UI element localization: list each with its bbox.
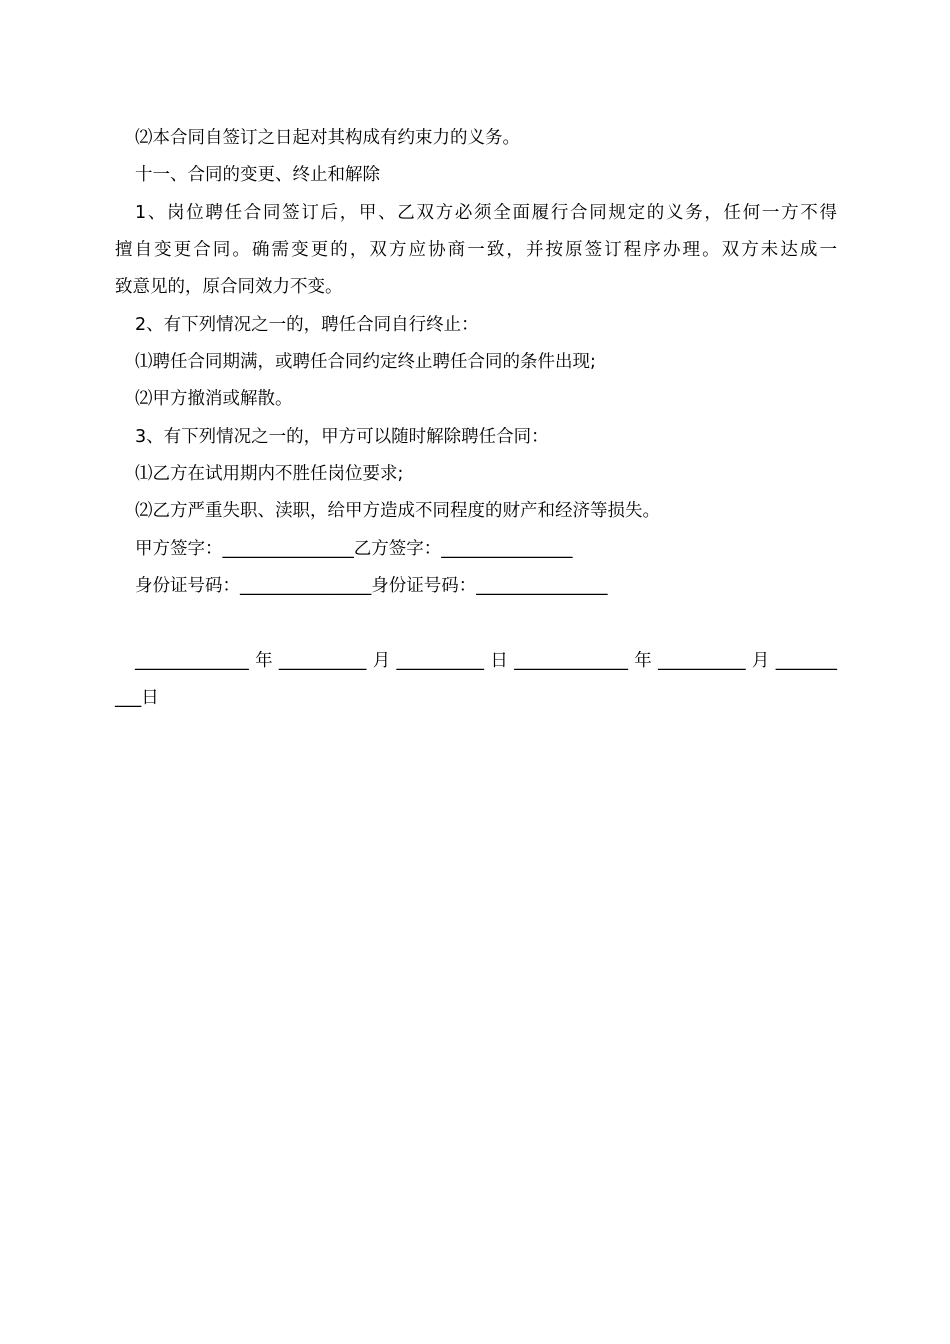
signature-line: 甲方签字：_______________乙方签字：_______________ <box>135 539 573 559</box>
date-line: _____________年__________月__________日_____________年__________月_______ <box>135 651 837 671</box>
clause-11-1-line-1: 1、岗位聘任合同签订后，甲、乙双方必须全面履行合同规定的义务，任何一方不得 <box>135 203 837 223</box>
date-line-continued: ___日 <box>115 688 159 708</box>
clause-11-3-item-2: ⑵乙方严重失职、渎职，给甲方造成不同程度的财产和经济等损失。 <box>135 501 660 521</box>
id-number-line: 身份证号码：_______________身份证号码：_______________ <box>135 576 608 596</box>
clause-11-2-item-2: ⑵甲方撤消或解散。 <box>135 389 293 409</box>
clause-11-3-item-1: ⑴乙方在试用期内不胜任岗位要求; <box>135 464 404 484</box>
clause-11-1-line-2: 擅自变更合同。确需变更的，双方应协商一致，并按原签订程序办理。双方未达成一 <box>115 240 837 260</box>
clause-11-2: 2、有下列情况之一的，聘任合同自行终止： <box>135 315 479 335</box>
clause-11-3: 3、有下列情况之一的，甲方可以随时解除聘任合同： <box>135 427 549 447</box>
clause-10-item-2: ⑵本合同自签订之日起对其构成有约束力的义务。 <box>135 128 520 148</box>
section-11-heading: 十一、合同的变更、终止和解除 <box>135 165 380 185</box>
clause-11-1-line-3: 致意见的，原合同效力不变。 <box>115 277 343 297</box>
clause-11-2-item-1: ⑴聘任合同期满，或聘任合同约定终止聘任合同的条件出现; <box>135 352 596 372</box>
